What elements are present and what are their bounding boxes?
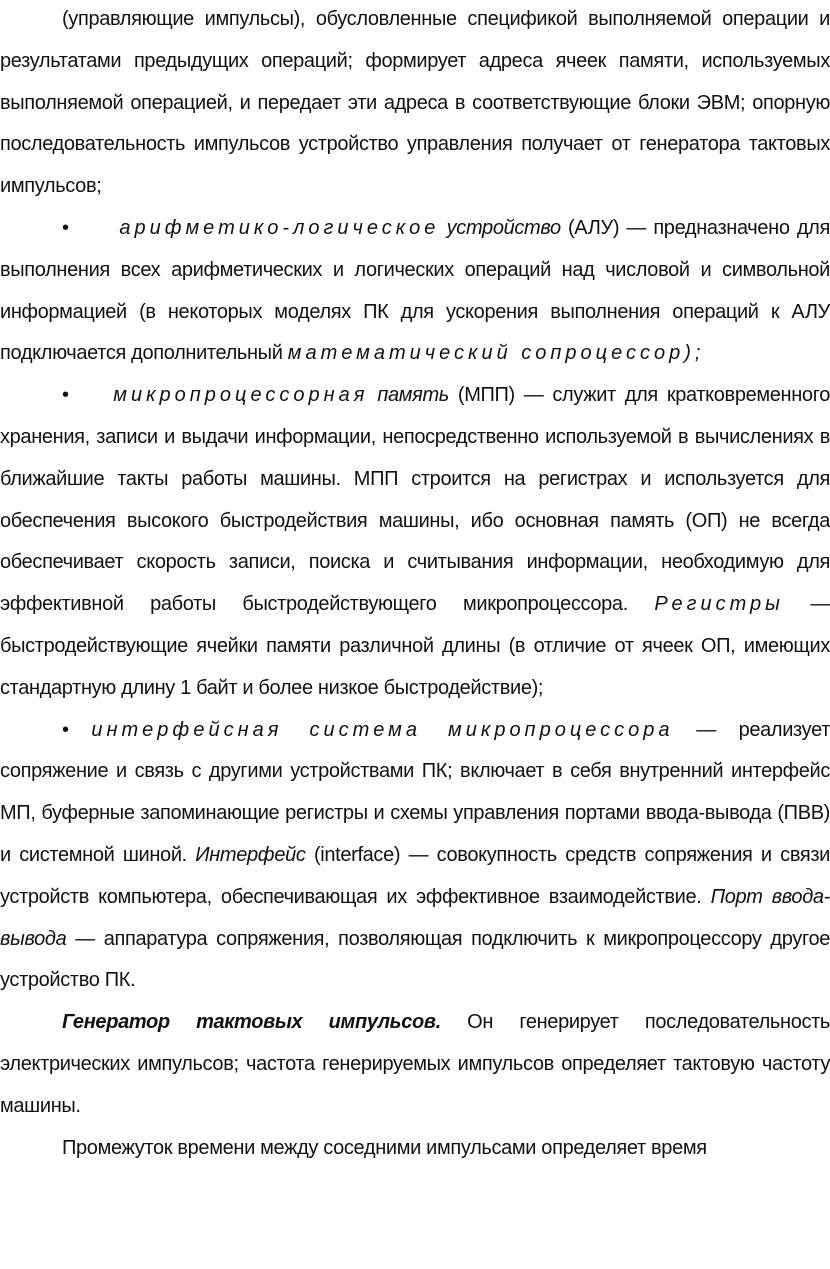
term-mpp: микропроцессорная bbox=[113, 384, 369, 407]
interface-description: (interface) — совокупность средств сопряжения и связи устройств компьютера, обеспечивающая их эффективное взаимодействие. bbox=[0, 843, 830, 908]
paragraph-mpp bbox=[0, 375, 830, 709]
registers-description: — быстродействующие ячейки памяти различной длины (в отличие от ячеек ОП, имеющих стандартную длину 1 байт и более низкое быстродействие); bbox=[0, 593, 830, 699]
term-registers: Регистры bbox=[654, 593, 784, 616]
paragraph-pulse-interval: Промежуток времени между соседними импульсами определяет время bbox=[62, 1136, 707, 1159]
term-mpp-memory: память bbox=[377, 384, 449, 407]
heading-clock-generator: Генератор тактовых импульсов. bbox=[62, 1011, 441, 1034]
paragraph-alu bbox=[0, 208, 830, 375]
bullet: • bbox=[62, 718, 69, 741]
alu-description: (АЛУ) — предназначено для выполнения всех арифметических и логических операций над числовой и символьной информацией (в некоторых моделях ПК для ускорения выполнения операций к АЛУ подключается дополнительный bbox=[0, 216, 830, 365]
term-io-port: Порт ввода-вывода bbox=[0, 885, 830, 950]
bullet: • bbox=[62, 216, 69, 239]
clock-generator-description: Он генерирует последовательность электрических импульсов; частота генерируемых импульсов определяет тактовую частоту машины. bbox=[0, 1011, 830, 1117]
term-interface: Интерфейс bbox=[195, 843, 306, 866]
term-alu: арифметико-логическое bbox=[119, 216, 440, 239]
paragraph-interface bbox=[0, 710, 830, 1003]
io-port-description: — аппаратура сопряжения, позволяющая подключить к микропроцессору другое устройство ПК. bbox=[0, 927, 830, 992]
mpp-description: (МПП) — служит для кратковременного хранения, записи и выдачи информации, непосредственно используемой в вычислениях в ближайшие такты работы машины. МПП строится на регистрах и используется для обеспечения высокого быстродействия машины, ибо основная память (ОП) не всегда обеспечивает скорость записи, поиска и считывания информации, необходимую для эффективной работы быстродействующего микропроцессора. bbox=[0, 384, 830, 616]
interface-system-description: — реализует сопряжение и связь с другими устройствами ПК; включает в себя внутренний интерфейс МП, буферные запоминающие регистры и схемы управления портами ввода-вывода (ПВВ) и системной шиной. bbox=[0, 718, 830, 866]
term-alu-device: устройство bbox=[446, 216, 561, 239]
term-interface-system: интерфейсная система микропроцессора bbox=[91, 718, 674, 741]
paragraph-control-unit-continuation: (управляющие импульсы), обусловленные спецификой выполняемой операции и результатами предыдущих операций; формирует адреса ячеек памяти, используемых выполняемой операцией, и передает эти адреса в соответствующие блоки ЭВМ; опорную последовательность импульсов устройство управления получает от генератора тактовых импульсов; bbox=[0, 8, 830, 198]
paragraph-clock-generator bbox=[0, 1002, 830, 1127]
bullet: • bbox=[62, 384, 69, 407]
term-math-coprocessor: математический сопроцессор); bbox=[287, 342, 705, 365]
